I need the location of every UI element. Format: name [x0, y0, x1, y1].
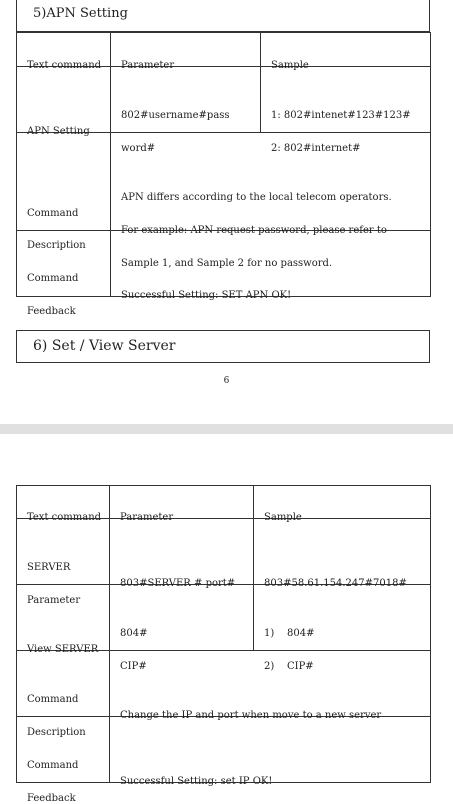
server-row-parameter	[17, 519, 431, 585]
server-header-parameter: Parameter	[120, 512, 174, 523]
apn-row-setting	[17, 67, 431, 133]
section-5-title-box	[16, 0, 430, 32]
server-desc-label-line2: Description	[27, 726, 86, 738]
apn-desc-label-line1: Command	[27, 207, 79, 219]
apn-header-parameter: Parameter	[121, 59, 175, 71]
apn-desc-label-line2: Description	[27, 239, 86, 251]
section-5-title: 5)APN Setting	[33, 6, 128, 21]
apn-desc-line3: Sample 1, and Sample 2 for no password.	[121, 257, 333, 269]
server-param-value: 803#SERVER # port#	[120, 577, 236, 589]
server-header-sample: Sample	[264, 512, 302, 523]
apn-feedback-label-line2: Feedback	[27, 305, 76, 317]
page-break	[0, 424, 453, 434]
apn-param-line1: 802#username#pass	[121, 109, 230, 121]
apn-feedback-text: Successful Setting: SET APN OK!	[121, 289, 292, 301]
apn-feedback-label-line1: Command	[27, 272, 79, 284]
server-desc-label-line1: Command	[27, 693, 79, 705]
apn-row-setting-label: APN Setting	[27, 125, 90, 137]
page-number: 6	[223, 376, 230, 386]
apn-sample-line1: 1: 802#intenet#123#123#	[271, 109, 411, 121]
server-desc-text: Change the IP and port when move to a new server	[120, 709, 382, 721]
server-view-sample-line2: 2) CIP#	[264, 660, 314, 672]
server-row-description	[17, 651, 431, 717]
server-table	[16, 485, 431, 804]
apn-desc-line1: APN differs according to the local telecom operators.	[121, 191, 392, 203]
apn-table	[16, 32, 431, 317]
server-param-label-line2: Parameter	[27, 594, 81, 606]
apn-row-description	[17, 133, 431, 231]
apn-desc-line2: For example: APN request password, please refer to	[121, 224, 387, 236]
apn-header-row	[17, 33, 431, 67]
section-6-title: 6) Set / View Server	[33, 338, 176, 354]
server-header-text-command: Text command	[27, 512, 102, 523]
section-6-title-box	[16, 330, 430, 363]
server-feedback-text: Successful Setting: set IP OK!	[120, 775, 273, 787]
server-feedback-label-line1: Command	[27, 759, 79, 771]
server-view-sample-line1: 1) 804#	[264, 627, 315, 639]
server-header-row	[17, 486, 431, 519]
server-view-param-line2: CIP#	[120, 660, 147, 672]
apn-param-line2: word#	[121, 142, 156, 154]
server-param-sample: 803#58.61.154.247#7018#	[264, 577, 407, 589]
server-feedback-label-line2: Feedback	[27, 792, 76, 804]
server-view-param-line1: 804#	[120, 627, 148, 639]
server-param-label-line1: SERVER	[27, 561, 71, 573]
apn-header-sample: Sample	[271, 59, 309, 71]
apn-sample-line2: 2: 802#internet#	[271, 142, 361, 154]
server-view-label: View SERVER	[27, 643, 99, 655]
apn-header-text-command: Text command	[27, 59, 102, 71]
